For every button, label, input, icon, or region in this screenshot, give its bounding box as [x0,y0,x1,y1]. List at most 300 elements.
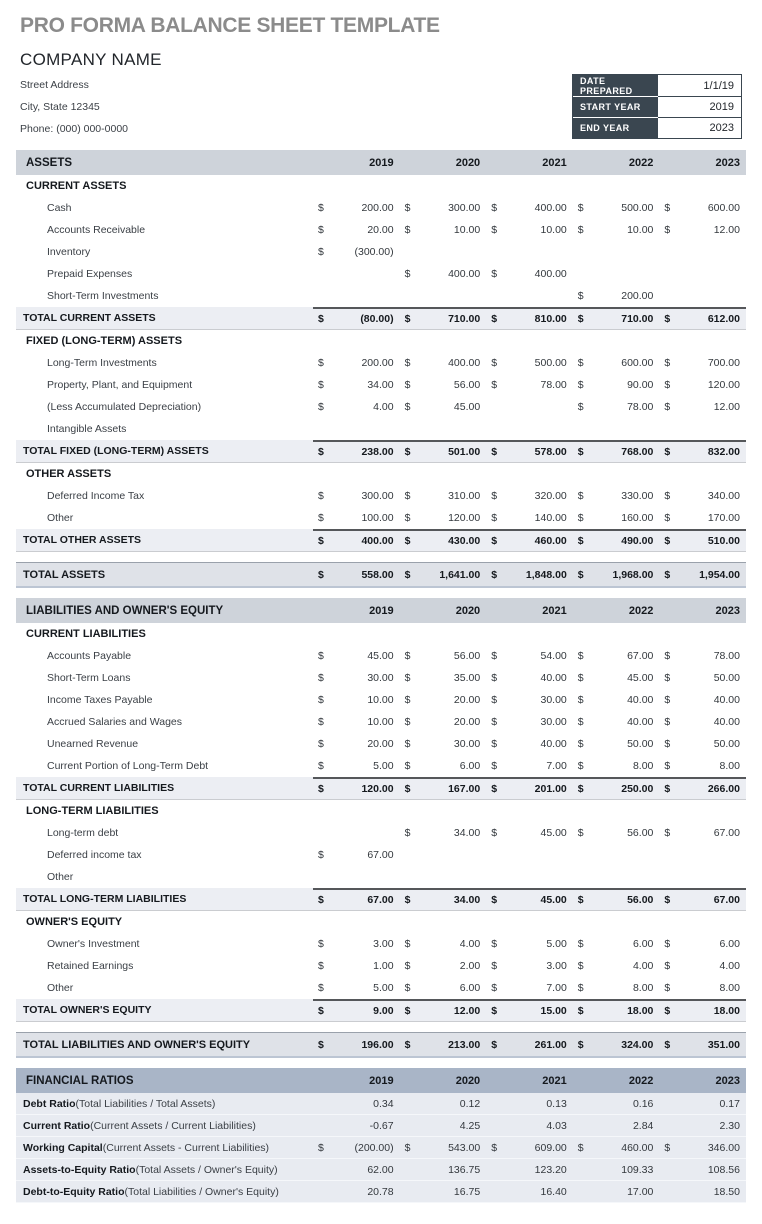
year-cell-group [486,1068,573,1093]
value-columns [313,933,746,955]
value-columns [313,440,746,462]
year-cell-group [573,623,660,645]
currency-symbol: $ [577,982,584,994]
year-cell-group [573,241,660,263]
cell-value: 108.56 [707,1163,740,1176]
currency-symbol: $ [664,313,671,325]
line-item-row [16,711,746,733]
cell-value: 34.00 [453,894,481,906]
currency-symbol: $ [577,490,584,502]
cell-value: 460.00 [534,535,567,547]
year-cell-group [659,175,746,197]
currency-symbol: $ [577,290,584,302]
currency-symbol: $ [664,490,671,502]
value-columns [313,396,746,418]
cell-value: 78.00 [713,650,740,662]
cell-value: 16.75 [453,1185,481,1198]
year-cell-group [659,1159,746,1180]
currency-symbol: $ [664,738,671,750]
cell-value: 4.00 [632,960,654,972]
currency-symbol: $ [577,535,584,547]
cell-value: 30.00 [540,694,567,706]
cell-value [329,800,400,822]
cell-value: 40.00 [540,672,567,684]
currency-symbol: $ [664,401,671,413]
cell-value [675,285,746,307]
cell-value [502,330,573,352]
cell-value: 45.00 [540,827,567,839]
year-cell-group [659,866,746,888]
currency-symbol: $ [664,938,671,950]
year-cell-group [573,866,660,888]
year-cell-group [486,933,573,955]
currency-symbol: $ [664,224,671,236]
cell-value [675,844,746,866]
year-cell-group [313,219,400,241]
cell-value: 768.00 [621,446,654,458]
currency-symbol: $ [664,760,671,772]
value-columns [313,507,746,529]
year-cell-group [659,442,746,462]
year-cell-group [486,175,573,197]
currency-symbol: $ [318,401,324,413]
year-cell-group [400,645,487,667]
cell-value [416,866,487,888]
currency-symbol: $ [404,760,411,772]
year-cell-group [313,263,400,285]
cell-value [589,844,660,866]
year-cell-group [486,866,573,888]
currency-symbol: $ [577,1038,584,1051]
cell-value [502,844,573,866]
year-cell-group [313,374,400,396]
year-cell-group [573,1159,660,1180]
year-cell-group [486,418,573,440]
year-cell-group [573,330,660,352]
year-cell-group [313,711,400,733]
year-cell-group [313,733,400,755]
year-cell-group [313,844,400,866]
ratio-row [16,1181,746,1203]
currency-symbol: $ [404,938,411,950]
value-columns [313,667,746,689]
year-cell-group [400,844,487,866]
ratio-formula: (Current Assets - Current Liabilities) [102,1141,270,1154]
currency-symbol: $ [318,224,324,236]
currency-symbol: $ [664,535,671,547]
cell-value: 120.00 [707,379,740,391]
year-cell-group [573,175,660,197]
currency-symbol: $ [491,379,498,391]
cell-value: 700.00 [707,357,740,369]
cell-value: 578.00 [534,446,567,458]
year-cell-group [400,175,487,197]
cell-value [329,285,400,307]
cell-value: 4.25 [459,1119,481,1132]
year-header: 2020 [455,604,481,617]
ratio-name: Working Capital [23,1141,103,1154]
line-item-row [16,733,746,755]
year-cell-group [313,1033,400,1056]
line-item-row [16,197,746,219]
year-cell-group [400,911,487,933]
year-cell-group [400,598,487,623]
cell-value: 1,848.00 [525,568,567,581]
row-label: Deferred Income Tax [47,490,145,502]
year-cell-group [659,1137,746,1158]
cell-value: 120.00 [361,783,394,795]
cell-value: 67.00 [713,894,740,906]
value-columns [313,285,746,307]
value-columns [313,150,746,175]
cell-value: 54.00 [540,650,567,662]
year-cell-group [573,563,660,586]
currency-symbol: $ [318,738,324,750]
currency-symbol: $ [318,982,324,994]
year-cell-group [486,563,573,586]
currency-symbol: $ [664,1005,671,1017]
year-cell-group [573,800,660,822]
year-cell-group [659,531,746,551]
cell-value: 2.30 [719,1119,740,1132]
currency-symbol: $ [577,568,584,581]
value-columns [313,241,746,263]
value-columns [313,463,746,485]
cell-value: 17.00 [627,1185,654,1198]
cell-value: 160.00 [621,512,654,524]
currency-symbol: $ [318,202,324,214]
line-item-row [16,645,746,667]
currency-symbol: $ [577,783,584,795]
subsection-title-row [16,911,746,933]
cell-value [589,866,660,888]
currency-symbol: $ [318,694,324,706]
line-item-row [16,844,746,866]
currency-symbol: $ [318,849,324,861]
year-cell-group [313,352,400,374]
cell-value [329,330,400,352]
cell-value: 10.00 [540,224,567,236]
cell-value: 490.00 [621,535,654,547]
currency-symbol: $ [491,716,498,728]
start-year-value: 2019 [658,96,741,117]
cell-value: 30.00 [453,738,481,750]
cell-value: 78.00 [540,379,567,391]
year-header: 2021 [542,604,567,617]
value-columns [313,800,746,822]
ratios-header-band [16,1068,746,1093]
year-cell-group [486,1033,573,1056]
cell-value [675,911,746,933]
cell-value: 5.00 [546,938,567,950]
subtotal-row [16,999,746,1022]
value-columns [313,977,746,999]
cell-value: 213.00 [448,1038,481,1051]
currency-symbol: $ [491,1038,498,1051]
cell-value: 266.00 [707,783,740,795]
currency-symbol: $ [318,535,324,547]
currency-symbol: $ [318,783,324,795]
currency-symbol: $ [664,672,671,684]
row-label: Inventory [47,246,91,258]
end-year-label: END YEAR [573,117,658,138]
row-label: Other [47,871,74,883]
currency-symbol: $ [664,1038,671,1051]
row-label: TOTAL LIABILITIES AND OWNER'S EQUITY [23,1038,251,1051]
year-cell-group [400,933,487,955]
cell-value: 78.00 [627,401,654,413]
row-label: TOTAL CURRENT ASSETS [23,312,156,324]
year-cell-group [400,263,487,285]
grand-total-row [16,1032,746,1058]
cell-value [416,330,487,352]
year-cell-group [573,418,660,440]
year-cell-group [659,733,746,755]
cell-value: 400.00 [448,357,481,369]
year-cell-group [486,911,573,933]
year-cell-group [313,866,400,888]
year-cell-group [400,866,487,888]
cell-value: 10.00 [367,694,394,706]
cell-value: 56.00 [453,650,481,662]
currency-symbol: $ [491,224,498,236]
cell-value: 2.00 [459,960,481,972]
year-cell-group [659,1093,746,1114]
cell-value: 9.00 [373,1005,394,1017]
value-columns [313,352,746,374]
cell-value: 2.84 [632,1119,654,1132]
cell-value [675,623,746,645]
cell-value: (300.00) [354,246,394,258]
cell-value: 50.00 [627,738,654,750]
cell-value: (80.00) [360,313,394,325]
year-cell-group [400,890,487,910]
cell-value: 0.34 [373,1097,394,1110]
year-cell-group [659,933,746,955]
line-item-row [16,263,746,285]
year-cell-group [400,711,487,733]
currency-symbol: $ [404,568,411,581]
cell-value: 67.00 [367,849,394,861]
row-label: Deferred income tax [47,849,142,861]
year-header: 2019 [369,604,394,617]
cell-value: 123.20 [534,1163,567,1176]
cell-value: 30.00 [367,672,394,684]
year-cell-group [573,733,660,755]
ratio-row [16,1159,746,1181]
row-label: Other [47,512,74,524]
cell-value [502,285,573,307]
cell-value: 4.00 [373,401,394,413]
currency-symbol: $ [577,224,584,236]
row-label: Income Taxes Payable [47,694,153,706]
year-cell-group [573,645,660,667]
cell-value: 12.00 [713,224,740,236]
year-cell-group [573,779,660,799]
value-columns [313,175,746,197]
year-header: 2022 [628,1074,654,1087]
cell-value: 50.00 [713,738,740,750]
year-cell-group [659,1115,746,1136]
ratio-formula: (Current Assets / Current Liabilities) [90,1119,256,1132]
cell-value: 45.00 [627,672,654,684]
year-cell-group [573,890,660,910]
cell-value: 10.00 [627,224,654,236]
year-cell-group [400,1093,487,1114]
year-cell-group [486,844,573,866]
year-cell-group [486,711,573,733]
year-cell-group [659,755,746,777]
info-row-start-year [573,96,741,117]
currency-symbol: $ [404,738,411,750]
year-cell-group [486,219,573,241]
ratio-formula: (Total Assets / Owner's Equity) [135,1163,278,1176]
year-cell-group [659,563,746,586]
line-item-row [16,396,746,418]
year-cell-group [400,563,487,586]
year-cell-group [573,309,660,329]
row-label: Accrued Salaries and Wages [47,716,183,728]
subsection-title-row [16,330,746,352]
year-cell-group [400,733,487,755]
currency-symbol: $ [318,246,324,258]
cell-value: 201.00 [534,783,567,795]
cell-value: 810.00 [534,313,567,325]
cell-value: 56.00 [627,894,654,906]
year-header: 2022 [628,604,654,617]
cell-value: 20.00 [367,224,394,236]
section-band-title: LIABILITIES AND OWNER'S EQUITY [26,604,224,617]
year-cell-group [659,689,746,711]
year-cell-group [400,396,487,418]
cell-value: 196.00 [361,1038,394,1051]
currency-symbol: $ [577,512,584,524]
currency-symbol: $ [404,446,411,458]
subtotal-row [16,529,746,552]
year-cell-group [486,531,573,551]
cell-value: 67.00 [627,650,654,662]
year-cell-group [486,241,573,263]
currency-symbol: $ [318,379,324,391]
currency-symbol: $ [664,960,671,972]
year-cell-group [659,330,746,352]
year-cell-group [486,1181,573,1202]
subtotal-row [16,888,746,911]
cell-value: 710.00 [448,313,481,325]
currency-symbol: $ [404,716,411,728]
liabilities-header-band [16,598,746,623]
year-cell-group [486,309,573,329]
cell-value: 609.00 [534,1141,567,1154]
year-cell-group [400,442,487,462]
company-city: City, State 12345 [20,101,100,113]
year-cell-group [573,955,660,977]
currency-symbol: $ [318,490,324,502]
year-cell-group [313,1181,400,1202]
year-cell-group [313,150,400,175]
year-header: 2023 [715,604,740,617]
currency-symbol: $ [318,1038,324,1051]
cell-value: 136.75 [448,1163,481,1176]
cell-value [675,800,746,822]
year-cell-group [486,374,573,396]
year-cell-group [659,800,746,822]
cell-value: 100.00 [361,512,394,524]
subsection-title: LONG-TERM LIABILITIES [26,805,159,817]
year-cell-group [400,1001,487,1021]
year-cell-group [400,623,487,645]
cell-value: 45.00 [367,650,394,662]
cell-value: 250.00 [621,783,654,795]
line-item-row [16,822,746,844]
year-cell-group [400,309,487,329]
currency-symbol: $ [491,1141,498,1154]
year-cell-group [313,442,400,462]
year-cell-group [400,330,487,352]
cell-value: 0.12 [459,1097,481,1110]
value-columns [313,689,746,711]
value-columns [313,563,746,586]
currency-symbol: $ [491,672,498,684]
year-header: 2021 [542,156,567,169]
year-cell-group [400,822,487,844]
cell-value: 8.00 [632,982,654,994]
cell-value [589,241,660,263]
year-cell-group [400,241,487,263]
cell-value [675,263,746,285]
row-label: Retained Earnings [47,960,134,972]
value-columns [313,1093,746,1114]
cell-value: 1.00 [373,960,394,972]
ratio-row [16,1093,746,1115]
year-cell-group [400,463,487,485]
year-cell-group [573,822,660,844]
currency-symbol: $ [491,568,498,581]
cell-value: 0.16 [632,1097,654,1110]
currency-symbol: $ [404,960,411,972]
currency-symbol: $ [577,401,584,413]
cell-value: 167.00 [448,783,481,795]
cell-value [416,463,487,485]
year-cell-group [573,1115,660,1136]
value-columns [313,1181,746,1202]
year-cell-group [659,1068,746,1093]
year-cell-group [659,374,746,396]
year-cell-group [573,1068,660,1093]
subsection-title: FIXED (LONG-TERM) ASSETS [26,335,183,347]
currency-symbol: $ [318,672,324,684]
year-cell-group [573,977,660,999]
year-cell-group [400,667,487,689]
year-cell-group [313,309,400,329]
cell-value: 5.00 [373,760,394,772]
cell-value: 34.00 [453,827,481,839]
year-cell-group [400,374,487,396]
year-cell-group [659,623,746,645]
year-cell-group [313,890,400,910]
year-cell-group [486,755,573,777]
year-cell-group [659,309,746,329]
year-cell-group [659,418,746,440]
year-header: 2020 [455,156,481,169]
year-cell-group [400,779,487,799]
currency-symbol: $ [491,783,498,795]
year-cell-group [486,330,573,352]
cell-value: 18.00 [713,1005,740,1017]
value-columns [313,822,746,844]
currency-symbol: $ [577,202,584,214]
currency-symbol: $ [491,938,498,950]
